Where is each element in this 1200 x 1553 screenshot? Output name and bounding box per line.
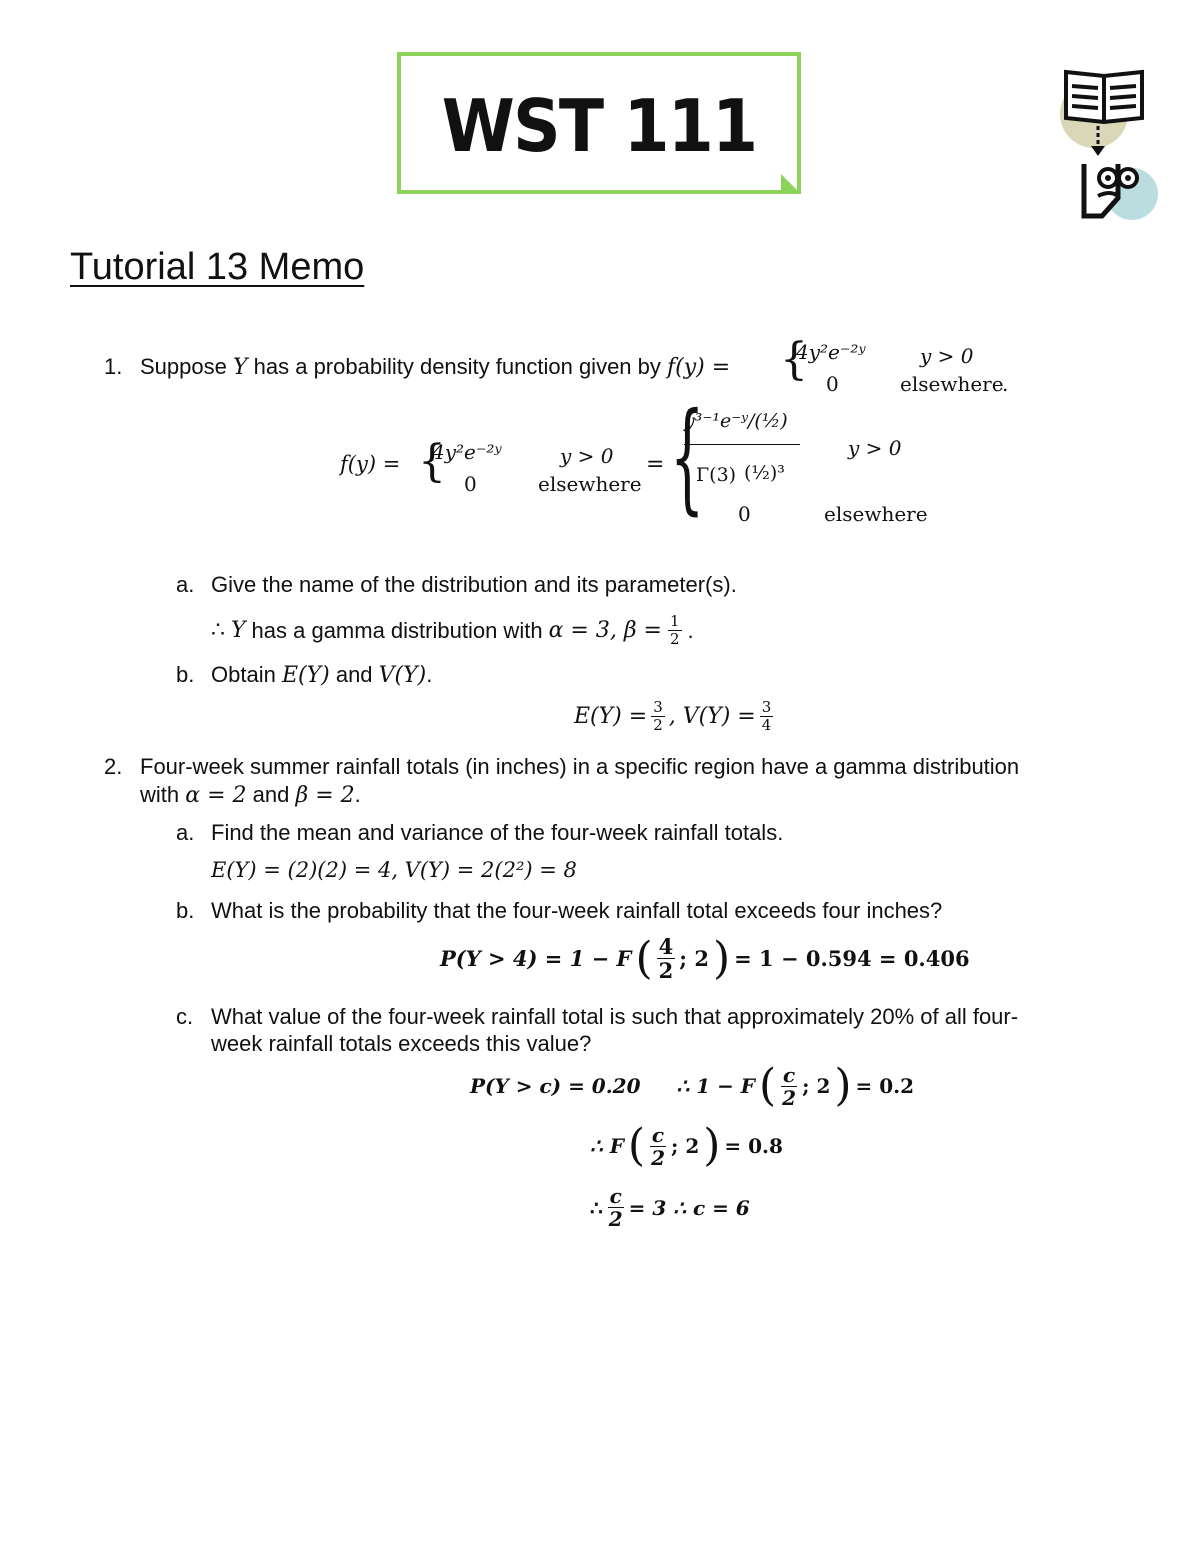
q2-text-line1: Four-week summer rainfall totals (in inches) in a specific region have a gamma distribution	[140, 754, 1020, 779]
q1b-label: b.	[176, 662, 195, 687]
q2c-question-line1: What value of the four-week rainfall total is such that approximately 20% of all four-	[211, 1004, 1019, 1029]
q1a-label: a.	[176, 572, 195, 597]
q2a-question: Find the mean and variance of the four-week rainfall totals.	[211, 820, 784, 845]
q1-number: 1.	[104, 354, 123, 379]
q2a-answer: E(Y) = (2)(2) = 4, V(Y) = 2(2²) = 8	[211, 858, 577, 882]
course-title: WST 111	[441, 84, 757, 168]
q2b-equation: P(Y > 4) = 1 − F ( $\frac{4}{2}$ ; 2 ) = 1 − 0.594 = 0.406	[440, 932, 970, 984]
q2a-label: a.	[176, 820, 195, 845]
q1b-question: Obtain E(Y) and V(Y).	[211, 662, 433, 688]
book-and-reader-icon	[1058, 66, 1162, 232]
page-fold-corner	[781, 174, 801, 194]
page-title: Tutorial 13 Memo	[70, 246, 365, 288]
q1-gamma-equation: f(y) = { 4y²e⁻²ʸ y > 0 0 elsewhere = { y³⁻¹e⁻ʸ/(½) Γ(3) (½)³ y > 0 0 elsewhere	[340, 388, 928, 527]
q1a-answer: ∴ Y has a gamma distribution with α = 3, β = $\frac{1}{2}$ .	[211, 612, 694, 648]
q1a-question: Give the name of the distribution and its parameter(s).	[211, 572, 737, 597]
q2c-equation-2: ∴ F ( $\frac{c}{2}$ ; 2 ) = 0.8	[590, 1120, 783, 1171]
q2-number: 2.	[104, 754, 123, 779]
q2c-question-line2: week rainfall totals exceeds this value?	[211, 1031, 592, 1056]
q2c-equation-3: ∴ $\frac{c}{2}$ = 3 ∴ c = 6	[590, 1184, 750, 1231]
q1-text: Suppose Y has a probability density function given by f(y) =	[140, 354, 731, 380]
q2-text-line2: with α = 2 and β = 2.	[140, 782, 361, 808]
q2c-equation-1: P(Y > c) = 0.20 ∴ 1 − F ( $\frac{c}{2}$ ; 2 ) = 0.2	[470, 1060, 915, 1111]
q1b-answer: E(Y) = $\frac{3}{2}$ , V(Y) = $\frac{3}{4}$	[574, 698, 772, 734]
q2b-label: b.	[176, 898, 195, 923]
q2c-label: c.	[176, 1004, 194, 1029]
q2b-question: What is the probability that the four-week rainfall total exceeds four inches?	[211, 898, 943, 923]
q1-piecewise: { 4y²e⁻²ʸ y > 0 0 elsewhere .	[780, 334, 1009, 396]
course-title-box	[397, 52, 801, 194]
